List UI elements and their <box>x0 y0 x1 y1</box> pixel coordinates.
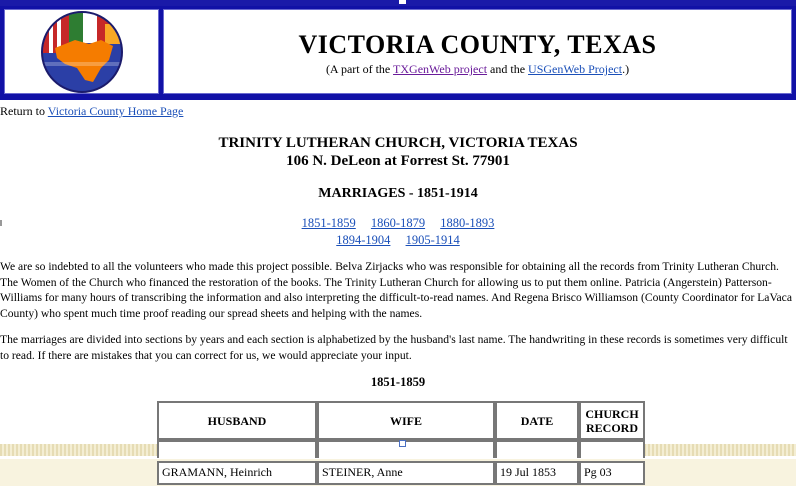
range-link-1894-1904[interactable]: 1894-1904 <box>336 233 391 247</box>
instructions-paragraph: The marriages are divided into sections by years and each section is alphabetized by the husband's last name. The handwriting in these records is sometimes very difficult to read. If there are mistakes that you can correct for us, we would appreciate your input. <box>0 333 788 362</box>
range-link-1905-1914[interactable]: 1905-1914 <box>405 233 460 247</box>
header-husband: HUSBAND <box>157 401 317 440</box>
range-link-1860-1879[interactable]: 1860-1879 <box>370 216 426 230</box>
acknowledgements-paragraph: We are so indebted to all the volunteers who made this project possible. Belva Zirjacks who was responsible for obtaining all the records from Trinity Lutheran Church. The Women of the Church who financed the restoration of the books. The Trinity Lutheran Church for allowing us to put them online. Patricia (Angerstein) Patterson-Williams for many hours of transcribing the information and also interpreting the difficult-to-read names. And Regena Brisco Williamson (County Coordinator for LaVaca County) who spent much time proof reading our spread sheets and helping with the names. <box>0 260 792 320</box>
header-church-record: CHURCH RECORD <box>579 401 645 440</box>
title-cell <box>163 9 792 94</box>
logo-cell <box>4 9 159 94</box>
home-page-link[interactable]: Victoria County Home Page <box>47 104 184 118</box>
year-range-links <box>0 215 796 249</box>
header-wife: WIFE <box>317 401 495 440</box>
blank-cell <box>579 440 645 458</box>
site-subtitle <box>164 62 791 77</box>
txgenweb-link[interactable]: TXGenWeb project <box>393 62 488 76</box>
cell-husband: GRAMANN, Heinrich <box>157 461 317 485</box>
return-line <box>0 104 183 119</box>
church-name: TRINITY LUTHERAN CHURCH, VICTORIA TEXAS <box>218 135 578 151</box>
blank-cell <box>317 440 495 458</box>
top-strip-marker <box>399 0 406 4</box>
blank-cell <box>157 440 317 458</box>
header-date: DATE <box>495 401 579 440</box>
church-heading <box>0 134 796 170</box>
site-title: VICTORIA COUNTY, TEXAS <box>298 30 657 59</box>
cell-date: 19 Jul 1853 <box>495 461 579 485</box>
range-link-1880-1893[interactable]: 1880-1893 <box>440 216 495 230</box>
usgenweb-link[interactable]: USGenWeb Project <box>528 62 623 76</box>
church-address: 106 N. DeLeon at Forrest St. 77901 <box>286 153 510 169</box>
section-year-heading: 1851-1859 <box>370 375 426 389</box>
marriages-heading: MARRIAGES - 1851-1914 <box>318 186 478 201</box>
selection-handle[interactable] <box>399 440 406 447</box>
subtitle-suffix: .) <box>622 62 630 76</box>
cell-wife: STEINER, Anne <box>317 461 495 485</box>
return-prefix: Return to <box>0 104 48 118</box>
subtitle-prefix: (A part of the <box>325 62 394 76</box>
texas-genweb-logo <box>5 10 160 95</box>
site-banner <box>0 6 796 100</box>
subtitle-middle: and the <box>487 62 529 76</box>
cell-church-record: Pg 03 <box>579 461 645 485</box>
blank-cell <box>495 440 579 458</box>
range-link-1851-1859[interactable]: 1851-1859 <box>301 216 356 230</box>
